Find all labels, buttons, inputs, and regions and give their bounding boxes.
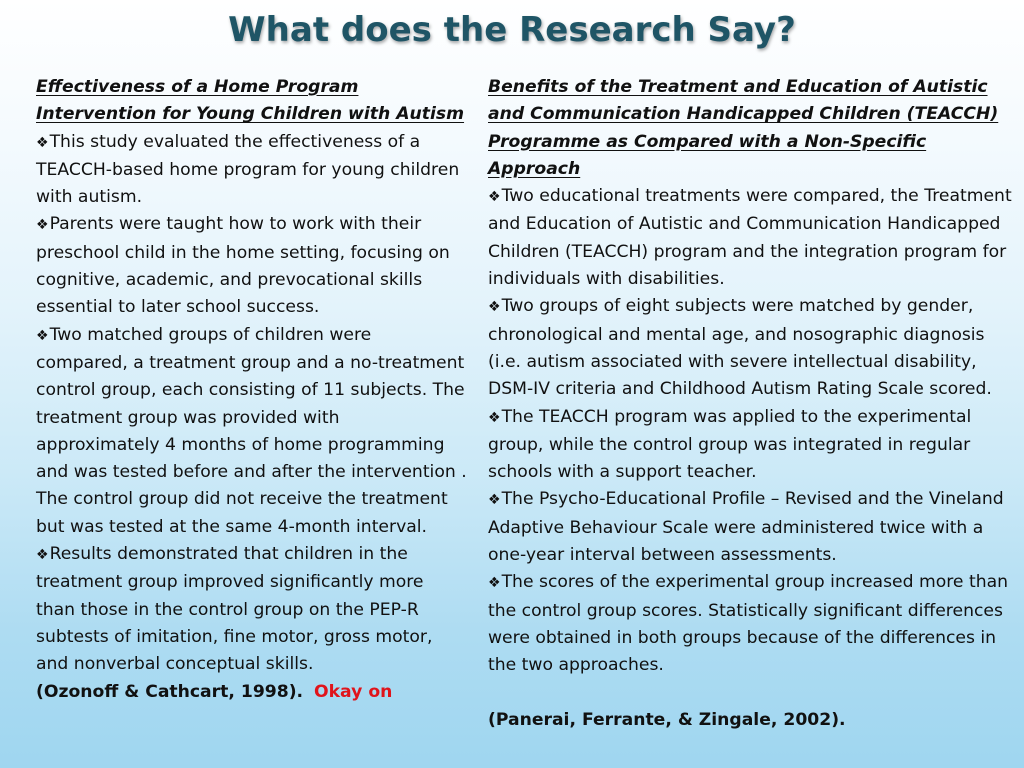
left-bullet-3 bbox=[36, 322, 468, 541]
bullet-text: Two matched groups of children were compared, a treatment group and a no-treatment control group, each consisting of 11 subjects. The treatment group was provided with approximately 4 months of home programming and was tested before and after the intervention . The control group did not receive the treatment but was tested at the same 4-month interval. bbox=[36, 324, 467, 537]
right-bullet-3 bbox=[488, 404, 1018, 487]
left-bullet-2 bbox=[36, 211, 468, 321]
left-study-heading: Effectiveness of a Home Program Intervention for Young Children with Autism bbox=[36, 77, 465, 125]
slide-title: What does the Research Say? bbox=[228, 10, 796, 50]
bullet-text: This study evaluated the effectiveness of a TEACCH-based home program for young children with autism. bbox=[36, 131, 460, 208]
diamond-bullet-icon: ❖ bbox=[36, 217, 49, 234]
diamond-bullet-icon: ❖ bbox=[488, 575, 501, 592]
bullet-text: The Psycho-Educational Profile – Revised and the Vineland Adaptive Behaviour Scale were administered twice with a one-year interval between assessments. bbox=[488, 489, 1004, 566]
right-study-heading: Benefits of the Treatment and Education of Autistic and Communication Handicapped Children (TEACCH) Programme as Compared with a Non-Specific Approach bbox=[488, 77, 999, 179]
diamond-bullet-icon: ❖ bbox=[488, 189, 501, 206]
left-bullet-4 bbox=[36, 541, 468, 678]
left-citation-line bbox=[36, 679, 468, 706]
right-bullet-4 bbox=[488, 486, 1018, 569]
bullet-text: The scores of the experimental group increased more than the control group scores. Statistically significant differences were obtained in both groups because of the differences in the two approaches. bbox=[488, 572, 1009, 676]
diamond-bullet-icon: ❖ bbox=[36, 327, 49, 344]
right-citation: (Panerai, Ferrante, & Zingale, 2002). bbox=[488, 709, 846, 730]
right-bullet-2 bbox=[488, 293, 1018, 403]
left-bullet-1 bbox=[36, 129, 468, 212]
diamond-bullet-icon: ❖ bbox=[488, 492, 501, 509]
right-bullet-1 bbox=[488, 183, 1018, 293]
left-citation: (Ozonoff & Cathcart, 1998). bbox=[36, 681, 304, 702]
bullet-text: Results demonstrated that children in the treatment group improved significantly more than those in the control group on the PEP-R subtests of imitation, fine motor, gross motor, and nonverbal conceptual skills. bbox=[36, 544, 433, 675]
blank-line bbox=[488, 680, 1018, 707]
presenter-note: Okay on bbox=[314, 681, 393, 702]
diamond-bullet-icon: ❖ bbox=[488, 299, 501, 316]
right-citation-line bbox=[488, 707, 1018, 734]
diamond-bullet-icon: ❖ bbox=[36, 134, 49, 151]
diamond-bullet-icon: ❖ bbox=[488, 409, 501, 426]
right-bullet-5 bbox=[488, 569, 1018, 679]
bullet-text: Two educational treatments were compared, the Treatment and Education of Autistic and Communication Handicapped Children (TEACCH) program and the integration program for individuals with disabilities. bbox=[488, 186, 1012, 290]
bullet-text: Parents were taught how to work with their preschool child in the home setting, focusing on cognitive, academic, and prevocational skills essential to later school success. bbox=[36, 214, 450, 318]
left-column bbox=[36, 74, 468, 706]
right-column bbox=[488, 74, 1018, 734]
bullet-text: The TEACCH program was applied to the experimental group, while the control group was integrated in regular schools with a support teacher. bbox=[488, 406, 972, 483]
diamond-bullet-icon: ❖ bbox=[36, 547, 49, 564]
bullet-text: Two groups of eight subjects were matched by gender, chronological and mental age, and nosographic diagnosis (i.e. autism associated with severe intellectual disability, DSM-IV criteria and Childhood Autism Rating Scale scored. bbox=[488, 296, 992, 400]
